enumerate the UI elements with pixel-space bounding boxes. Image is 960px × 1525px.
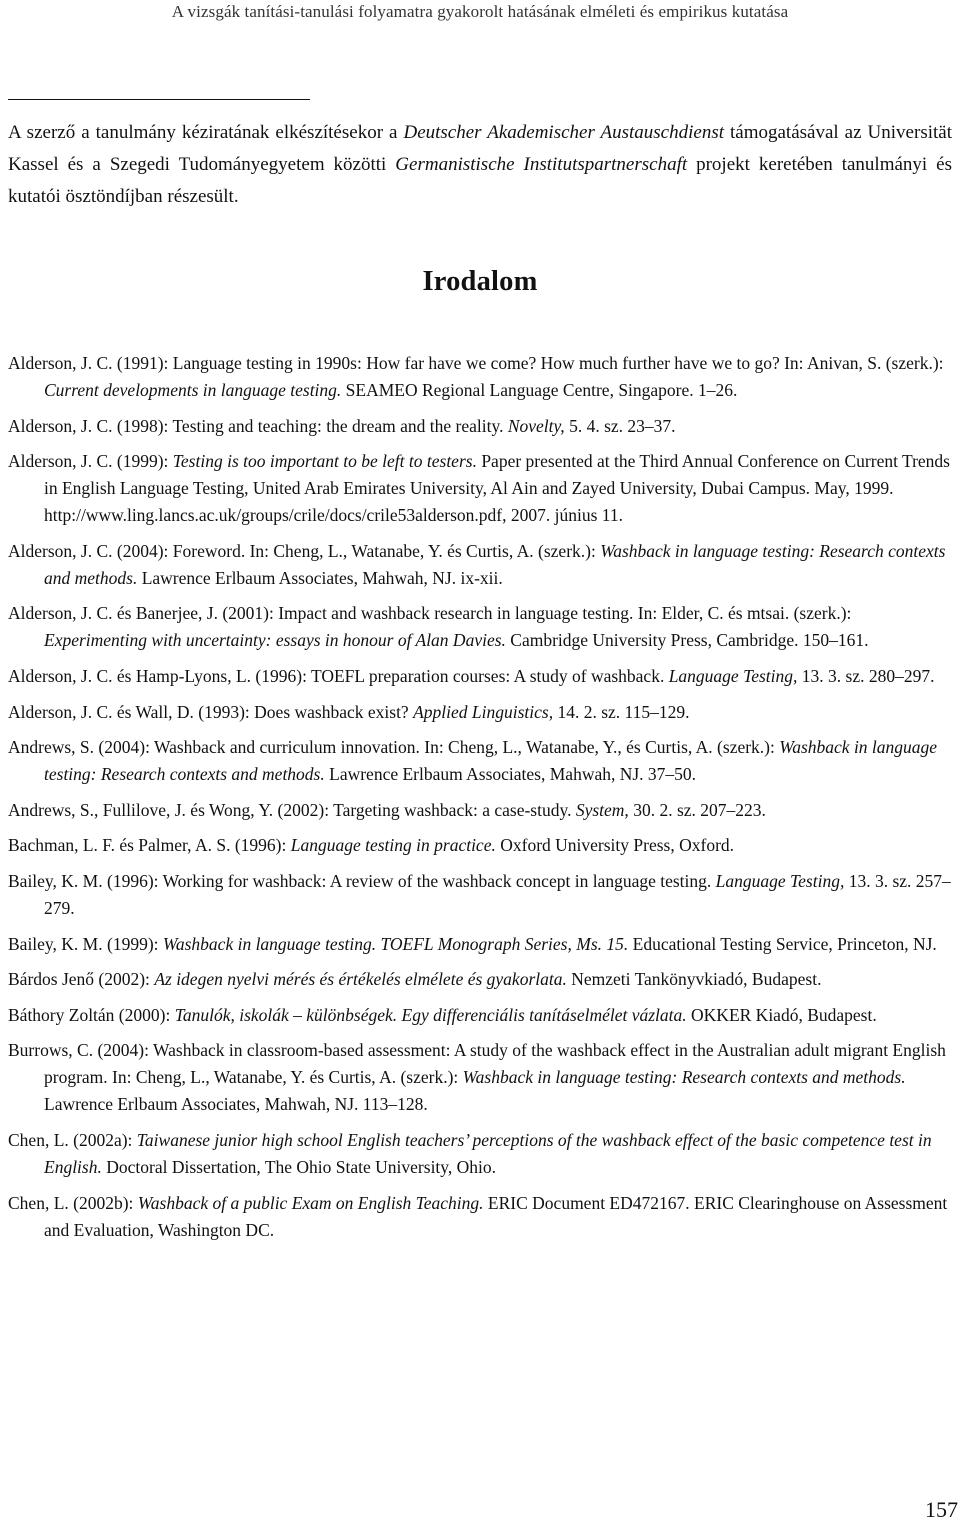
reference-item: [8, 931, 956, 958]
reference-title: Washback in language testing: Research contexts and methods.: [44, 737, 938, 785]
reference-details: Educational Testing Service, Princeton, NJ.: [628, 933, 937, 954]
reference-title: Language Testing,: [715, 870, 845, 891]
reference-text: Alderson, J. C. és Banerjee, J. (2001): Impact and washback research in language testing. In: Elder, C. és mtsai. (szerk.):: [8, 603, 852, 624]
reference-title: Language testing in practice.: [290, 835, 496, 856]
footnote-text-1: A szerző a tanulmány kéziratának elkészítésekor a: [8, 122, 404, 143]
reference-details: ERIC Document ED472167. ERIC Clearinghouse on Assessment and Evaluation, Washington DC.: [44, 1192, 948, 1240]
reference-item: [8, 1037, 956, 1118]
page-number: 157: [925, 1497, 958, 1522]
reference-text: Báthory Zoltán (2000):: [8, 1004, 175, 1025]
reference-text: Andrews, S., Fullilove, J. és Wong, Y. (2002): Targeting washback: a case-study.: [8, 799, 576, 820]
reference-item: [8, 413, 956, 440]
reference-title: Taiwanese junior high school English teachers’ perceptions of the washback effect of the basic competence test in English.: [44, 1129, 932, 1177]
running-header: A vizsgák tanítási-tanulási folyamatra gyakorolt hatásának elméleti és empirikus kutatása: [171, 2, 789, 21]
reference-details: 13. 3. sz. 257–279.: [44, 870, 951, 918]
footnote: [8, 117, 952, 213]
reference-details: Lawrence Erlbaum Associates, Mahwah, NJ. ix-xii.: [137, 567, 503, 588]
reference-title: Experimenting with uncertainty: essays in honour of Alan Davies.: [44, 630, 506, 651]
reference-title: Washback in language testing: Research contexts and methods.: [462, 1067, 906, 1088]
reference-details: Paper presented at the Third Annual Conference on Current Trends in English Language Testing, United Arab Emirates University, Al Ain and Zayed University, Dubai Campus. May, 1999. http://www.ling.lancs.ac.uk/groups/crile/docs/crile53alderson.pdf, 2007. június 11.: [44, 451, 950, 526]
reference-item: [8, 1190, 956, 1244]
reference-details: 13. 3. sz. 280–297.: [797, 665, 935, 686]
reference-item: [8, 1127, 956, 1181]
reference-item: [8, 1002, 956, 1029]
footnote-rule: [8, 99, 310, 100]
reference-details: Oxford University Press, Oxford.: [495, 835, 735, 856]
reference-title: Washback of a public Exam on English Teaching.: [137, 1192, 484, 1213]
reference-title: Applied Linguistics,: [413, 701, 554, 722]
reference-item: [8, 538, 956, 592]
reference-text: Alderson, J. C. (1991): Language testing in 1990s: How far have we come? How much further have we to go? In: Anivan, S. (szerk.):: [8, 353, 944, 373]
reference-text: Andrews, S. (2004): Washback and curriculum innovation. In: Cheng, L., Watanabe, Y., és Curtis, A. (szerk.):: [8, 737, 780, 758]
reference-text: Alderson, J. C. (1999):: [8, 451, 173, 472]
footnote-text-3: projekt keretében tanulmányi és kutatói ösztöndíjban részesült.: [8, 154, 952, 207]
footnote-text-2: támogatásával az Universität Kassel és a Szegedi Tudományegyetem közötti: [8, 122, 952, 175]
reference-list: [8, 350, 956, 1252]
reference-text: Bachman, L. F. és Palmer, A. S. (1996):: [8, 835, 291, 856]
reference-title: System,: [575, 799, 629, 820]
section-title: Irodalom: [422, 266, 538, 297]
reference-text: Alderson, J. C. és Hamp-Lyons, L. (1996): TOEFL preparation courses: A study of washback.: [8, 665, 669, 686]
reference-text: Alderson, J. C. (1998): Testing and teaching: the dream and the reality.: [8, 415, 508, 436]
reference-item: [8, 734, 956, 788]
reference-title: Testing is too important to be left to testers.: [172, 451, 477, 472]
reference-item: [8, 600, 956, 654]
reference-title: Washback in language testing. TOEFL Monograph Series, Ms. 15.: [162, 933, 629, 954]
reference-details: SEAMEO Regional Language Centre, Singapore. 1–26.: [341, 380, 738, 400]
reference-item: [8, 868, 956, 922]
reference-item: [8, 797, 956, 824]
reference-text: Chen, L. (2002a):: [8, 1129, 137, 1150]
footnote-italic-2: Germanistische Institutspartnerschaft: [395, 154, 688, 175]
reference-item: [8, 448, 956, 529]
reference-item: [8, 699, 956, 726]
reference-text: Alderson, J. C. (2004): Foreword. In: Cheng, L., Watanabe, Y. és Curtis, A. (szerk.):: [8, 540, 601, 561]
reference-title: Language Testing,: [668, 665, 798, 686]
reference-item: [8, 966, 956, 993]
reference-details: Nemzeti Tankönyvkiadó, Budapest.: [566, 969, 822, 990]
reference-text: Bailey, K. M. (1999):: [8, 933, 163, 954]
reference-title: Current developments in language testing.: [44, 380, 342, 400]
reference-title: Washback in language testing: Research contexts and methods.: [44, 540, 946, 588]
reference-item: [8, 350, 956, 404]
reference-text: Burrows, C. (2004): Washback in classroom-based assessment: A study of the washback effect in the Australian adult migrant English program. In: Cheng, L., Watanabe, Y. és Curtis, A. (szerk.):: [8, 1040, 946, 1088]
reference-details: 30. 2. sz. 207–223.: [628, 799, 766, 820]
reference-details: Cambridge University Press, Cambridge. 150–161.: [505, 630, 869, 651]
footnote-italic-1: Deutscher Akademischer Austauschdienst: [403, 122, 724, 143]
reference-item: [8, 832, 956, 859]
reference-text: Bailey, K. M. (1996): Working for washback: A review of the washback concept in language testing.: [8, 870, 716, 891]
reference-title: Tanulók, iskolák – különbségek. Egy differenciális tanításelmélet vázlata.: [174, 1004, 687, 1025]
reference-title: Az idegen nyelvi mérés és értékelés elmélete és gyakorlata.: [154, 969, 567, 990]
reference-details: 14. 2. sz. 115–129.: [553, 701, 690, 722]
reference-text: Alderson, J. C. és Wall, D. (1993): Does washback exist?: [8, 701, 414, 722]
reference-text: Bárdos Jenő (2002):: [8, 969, 155, 990]
reference-details: 5. 4. sz. 23–37.: [564, 415, 676, 436]
reference-details: Doctoral Dissertation, The Ohio State University, Ohio.: [101, 1156, 497, 1177]
reference-title: Novelty,: [507, 415, 565, 436]
reference-details: Lawrence Erlbaum Associates, Mahwah, NJ. 113–128.: [44, 1094, 428, 1115]
reference-item: [8, 663, 956, 690]
reference-details: Lawrence Erlbaum Associates, Mahwah, NJ. 37–50.: [324, 764, 697, 785]
reference-details: OKKER Kiadó, Budapest.: [686, 1004, 877, 1025]
reference-text: Chen, L. (2002b):: [8, 1192, 138, 1213]
